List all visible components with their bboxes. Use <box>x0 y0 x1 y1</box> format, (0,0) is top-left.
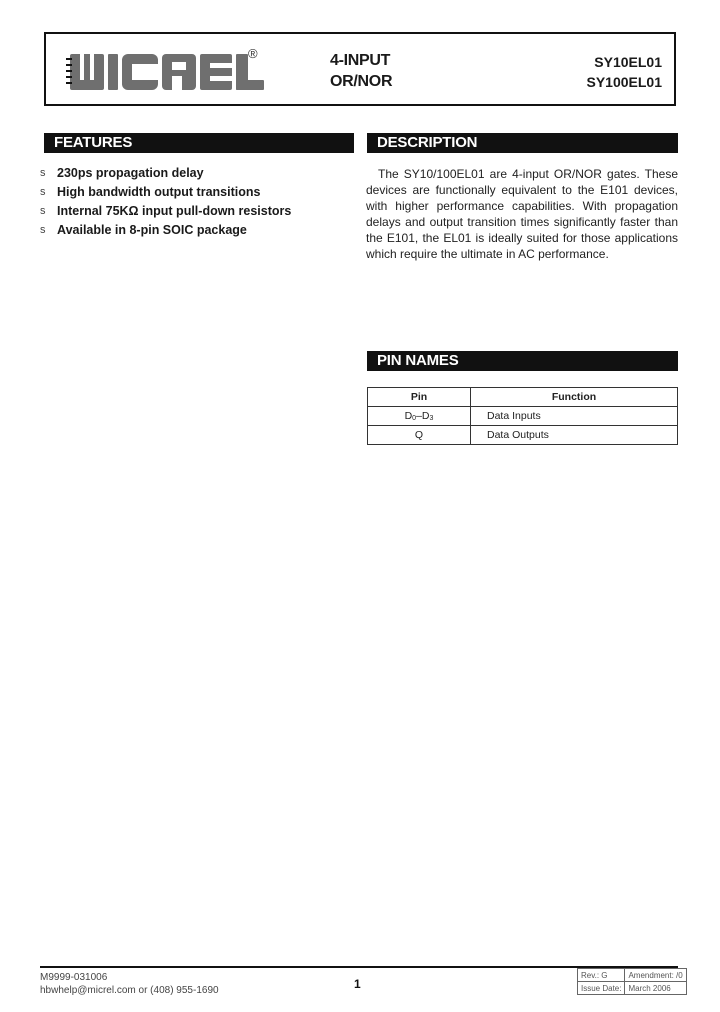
function-cell: Data Inputs <box>471 407 678 426</box>
contact-info: hbwhelp@micrel.com or (408) 955-1690 <box>40 985 219 996</box>
micrel-logo <box>66 48 294 96</box>
document-title <box>330 50 392 92</box>
column-header-pin: Pin <box>368 388 471 407</box>
feature-text: Internal 75KΩ input pull-down resistors <box>57 204 292 218</box>
rev-label: Rev.: G <box>578 969 625 982</box>
part-number-2: SY100EL01 <box>586 74 662 90</box>
part-numbers <box>587 52 663 92</box>
bullet-icon: s <box>40 224 46 236</box>
feature-text: Available in 8-pin SOIC package <box>57 223 247 237</box>
issue-date: March 2006 <box>625 982 686 995</box>
page-number: 1 <box>354 977 361 991</box>
header-box <box>44 32 676 106</box>
description-text: The SY10/100EL01 are 4-input OR/NOR gates. These devices are functionally equivalent to the E101 devices, with higher performance capabilities. With propagation delays and output transition times significantly faster than the E101, the EL01 is ideally suited for those applications which require the ultimate in AC performance. <box>366 167 678 261</box>
issue-label: Issue Date: <box>578 982 625 995</box>
pin-names-heading: PIN NAMES <box>367 351 678 371</box>
feature-item <box>40 164 350 183</box>
feature-item <box>40 221 350 240</box>
bullet-icon: s <box>40 167 46 179</box>
feature-item <box>40 202 350 221</box>
features-list <box>40 164 350 240</box>
description-heading: DESCRIPTION <box>367 133 678 153</box>
pin-cell: Q <box>368 426 471 445</box>
footer-info <box>40 971 219 997</box>
part-number-1: SY10EL01 <box>594 54 662 70</box>
table-row <box>368 407 678 426</box>
table-header-row <box>368 388 678 407</box>
amendment-label: Amendment: /0 <box>625 969 686 982</box>
bullet-icon: s <box>40 205 46 217</box>
registered-mark: ® <box>248 46 258 61</box>
table-row <box>368 426 678 445</box>
pin-cell: D0–D3 <box>368 407 471 426</box>
features-heading: FEATURES <box>44 133 354 153</box>
revision-box <box>577 968 687 995</box>
title-line-1: 4-INPUT <box>330 52 391 69</box>
pin-names-table <box>367 387 678 445</box>
doc-number: M9999-031006 <box>40 972 108 983</box>
title-line-2: OR/NOR <box>330 73 393 90</box>
feature-text: 230ps propagation delay <box>57 166 204 180</box>
feature-item <box>40 183 350 202</box>
function-cell: Data Outputs <box>471 426 678 445</box>
bullet-icon: s <box>40 186 46 198</box>
column-header-function: Function <box>471 388 678 407</box>
feature-text: High bandwidth output transitions <box>57 185 261 199</box>
